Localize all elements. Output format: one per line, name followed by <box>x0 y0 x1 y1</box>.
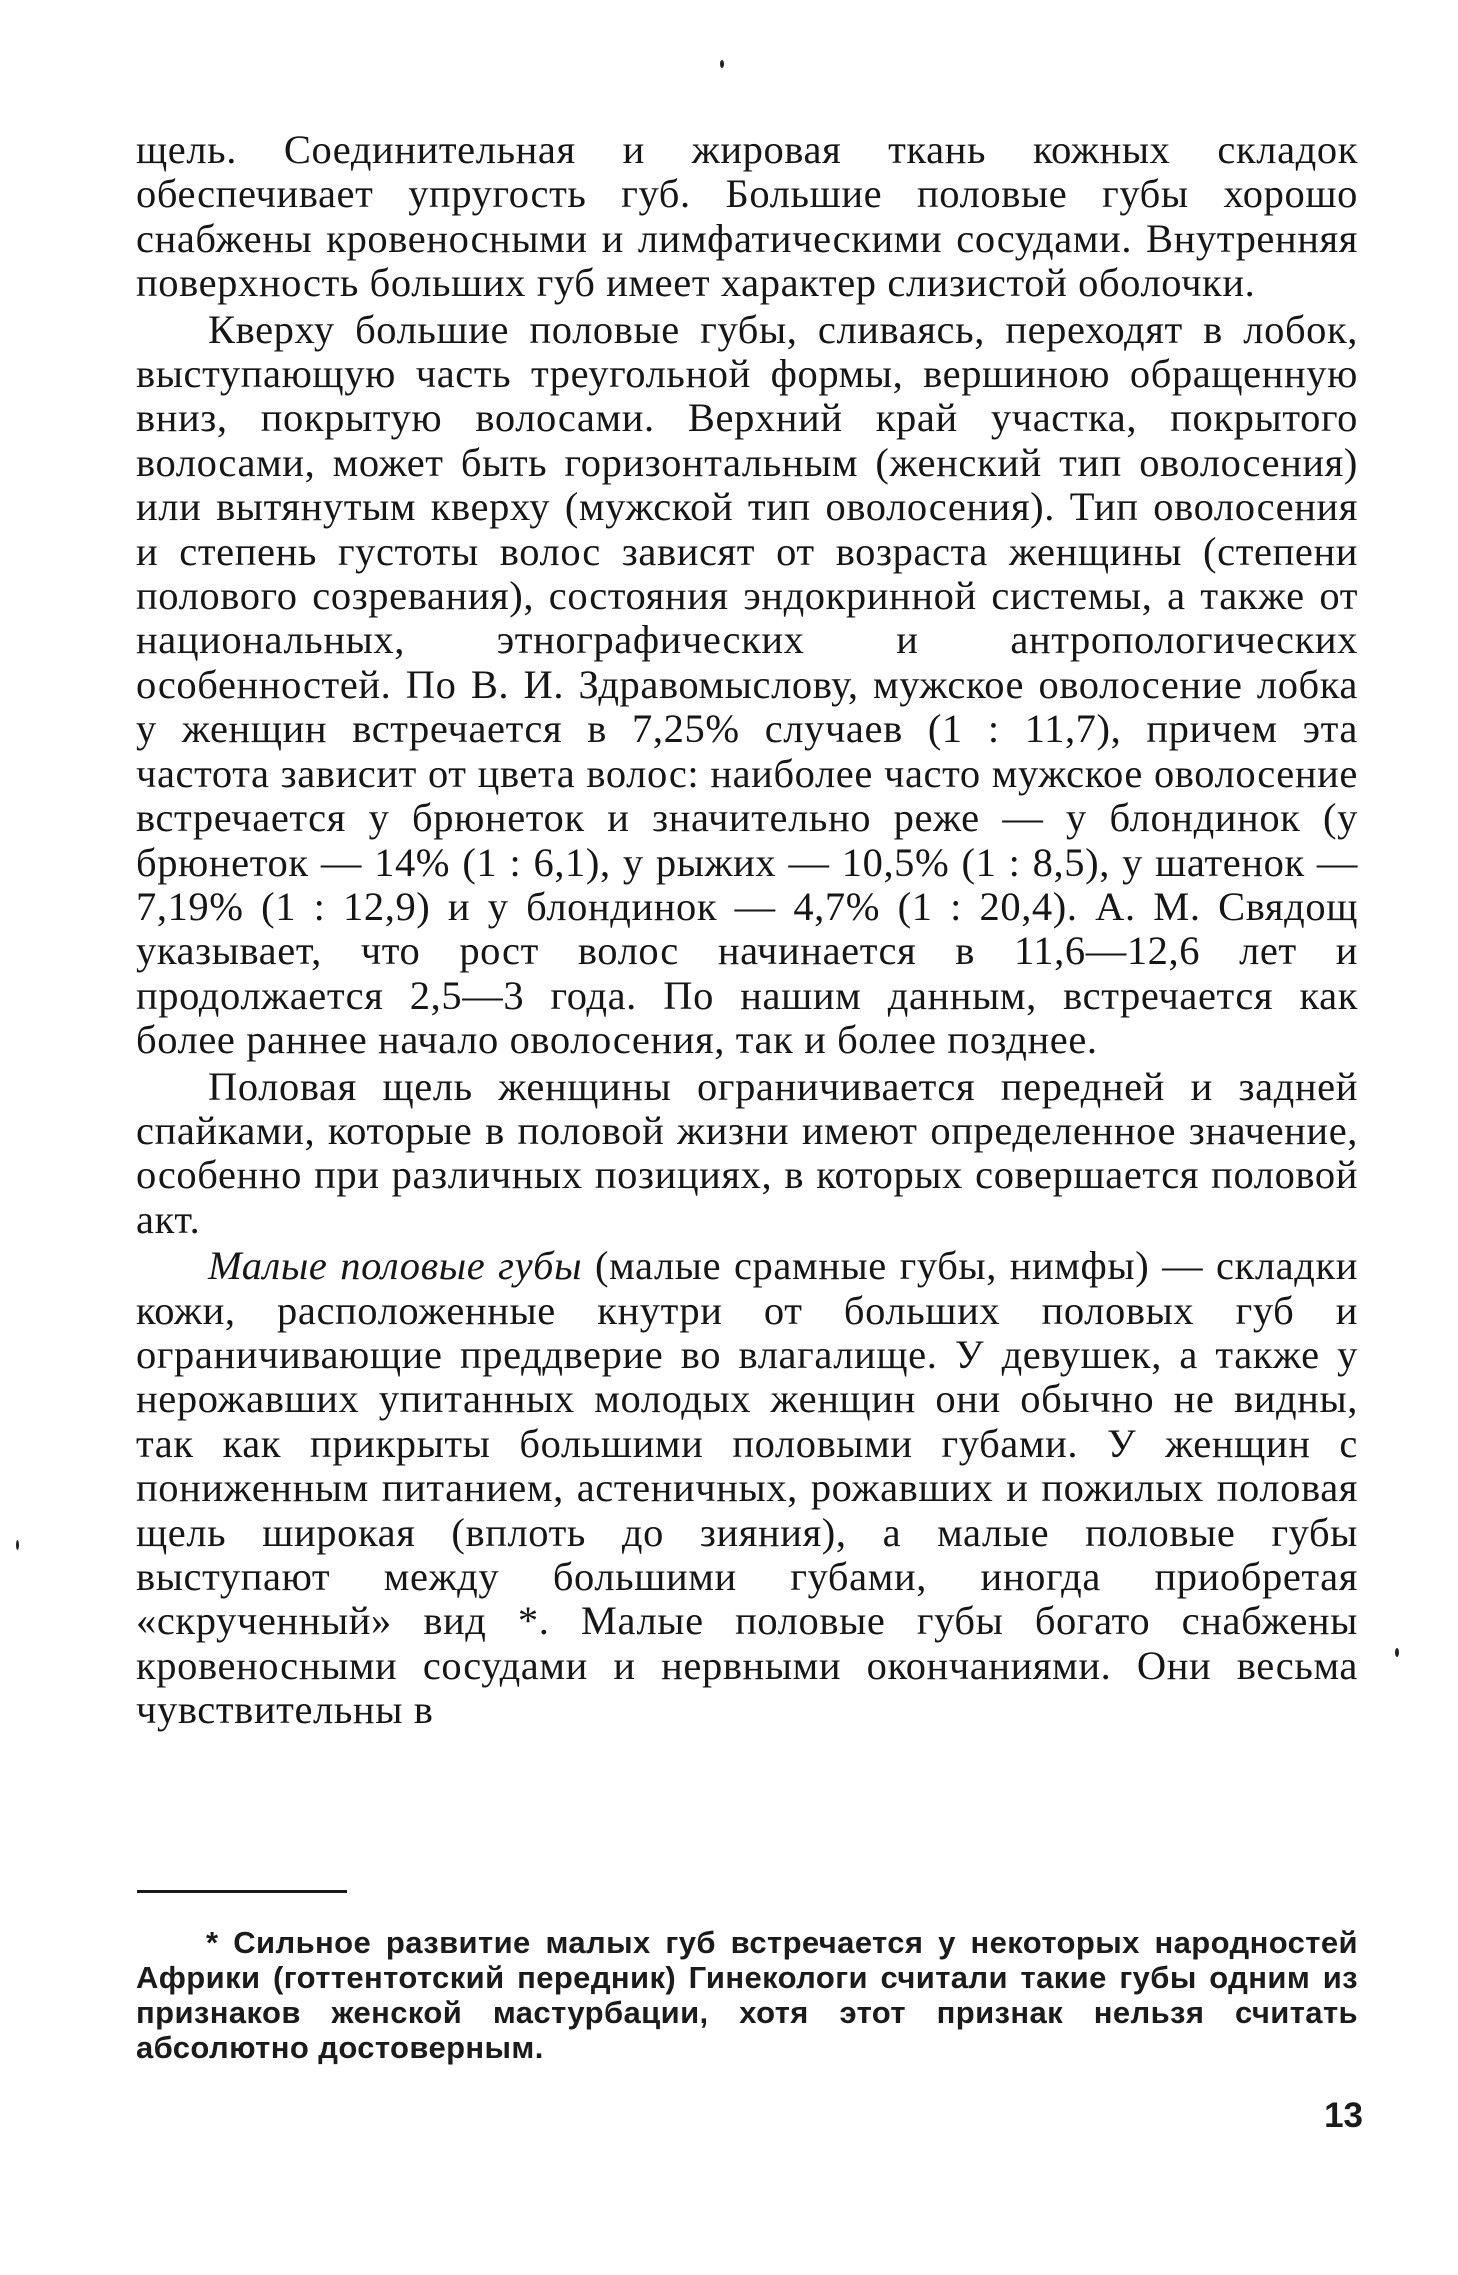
paragraph <box>136 308 1358 1063</box>
paragraph-text: Половая щель женщины ограничивается передней и задней спайками, которые в половой жизни имеют определенное значение, особенно при различных позициях, в которых совершается половой акт. <box>136 1063 1358 1242</box>
footnote: * Сильное развитие малых губ встречается у некоторых народностей Африки (готтентотский передник) Гинекологи считали такие губы одним из признаков женской мастурбации, хотя этот признак нельзя считать абсолютно достоверным. <box>136 1925 1358 2065</box>
footnote-divider <box>137 1890 347 1893</box>
scan-speck <box>1395 1648 1399 1657</box>
scan-speck <box>720 60 724 68</box>
term-italic: Малые половые губы <box>208 1243 583 1289</box>
body-text <box>136 128 1358 1733</box>
scan-speck <box>16 1540 19 1550</box>
paragraph <box>136 128 1358 306</box>
paragraph-text: (малые срамные губы, нимфы) — складки кожи, расположенные кнутри от больших половых губ и ограничивающие преддверие во влагалище. У девушек, а также у нерожавших упитанных молодых женщин они обычно не видны, так как прикрыты большими половыми губами. У женщин с пониженным питанием, астеничных, рожавших и пожилых половая щель широкая (вплоть до зияния), а малые половые губы выступают между большими губами, иногда приобретая «скрученный» вид *. Малые половые губы богато снабжены кровеносными сосудами и нервными окончаниями. Они весьма чувствительны в <box>136 1243 1359 1733</box>
paragraph-text: Кверху большие половые губы, сливаясь, переходят в лобок, выступающую часть треугольной формы, вершиною обращенную вниз, покрытую волосами. Верхний край участка, покрытого волосами, может быть горизонтальным (женский тип оволосения) или вытянутым кверху (мужской тип оволосения). Тип оволосения и степень густоты волос зависят от возраста женщины (степени полового созревания), состояния эндокринной системы, а также от национальных, этнографических и антропологических особенностей. По В. И. Здравомыслову, мужское оволосение лобка у женщин встречается в 7,25% случаев (1 : 11,7), причем эта частота зависит от цвета волос: наиболее часто мужское оволосение встречается у брюнеток и значительно реже — у блондинок (у брюнеток — 14% (1 : 6,1), у рыжих — 10,5% (1 : 8,5), у шатенок — 7,19% (1 : 12,9) и у блондинок — 4,7% (1 : 20,4). А. М. Свядощ указывает, что рост волос начинается в 11,6—12,6 лет и продолжается 2,5—3 года. По нашим данным, встречается как более раннее начало оволосения, так и более позднее. <box>136 306 1358 1063</box>
paragraph-text: щель. Соединительная и жировая ткань кожных складок обеспечивает упругость губ. Большие половые губы хорошо снабжены кровеносными и лимфатическими сосудами. Внутренняя поверхность больших губ имеет характер слизистой оболочки. <box>136 127 1358 306</box>
page-number: 13 <box>1324 2096 1363 2135</box>
paragraph <box>136 1244 1358 1732</box>
paragraph <box>136 1065 1358 1243</box>
